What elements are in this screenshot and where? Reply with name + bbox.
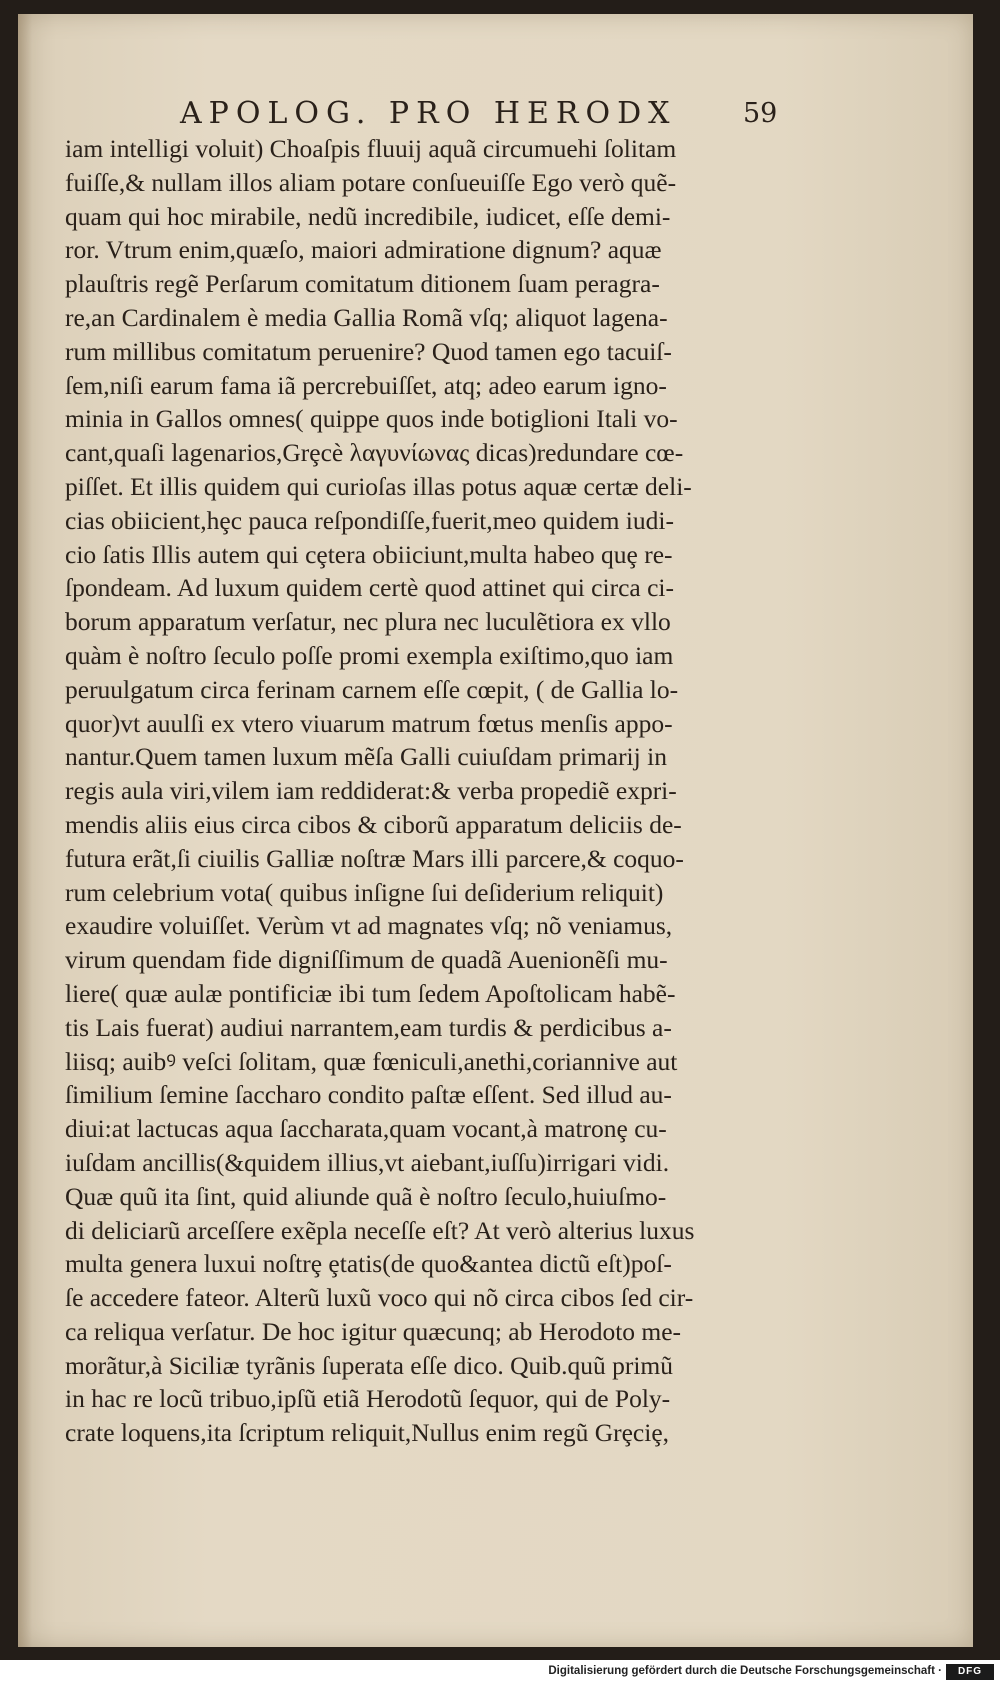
text-line: futura erãt,ſi ciuilis Galliæ noſtræ Mars illi parcere,& coquo- bbox=[65, 843, 684, 873]
text-line: cant,quaſi lagenarios,Grȩcè λαγυνίωνας dicas)redundare cœ- bbox=[65, 438, 684, 468]
text-line: Quæ quũ ita ſint, quid aliunde quã è noſtro ſeculo,huiuſmo- bbox=[65, 1181, 667, 1211]
text-line: ſimilium ſemine ſaccharo condito paſtæ eſſent. Sed illud au- bbox=[65, 1080, 672, 1110]
text-line: peruulgatum circa ferinam carnem eſſe cœpit, ( de Gallia lo- bbox=[65, 674, 679, 704]
text-line: virum quendam fide digniſſimum de quadã Auenionẽſi mu- bbox=[65, 945, 668, 975]
text-line: multa genera luxui noſtrȩ ȩtatis(de quo&antea dictũ eſt)poſ- bbox=[65, 1249, 672, 1279]
text-line: in hac re locũ tribuo,ipſũ etiã Herodotũ ſequor, qui de Poly- bbox=[65, 1384, 671, 1414]
text-line: cio ſatis Illis autem qui cȩtera obiiciunt,multa habeo quȩ re- bbox=[65, 539, 673, 569]
text-line: minia in Gallos omnes( quippe quos inde botiglioni Itali vo- bbox=[65, 404, 678, 434]
text-line: re,an Cardinalem è media Gallia Romã vſq; aliquot lagena- bbox=[65, 302, 668, 332]
text-line: ror. Vtrum enim,quæſo, maiori admiratione dignum? aquæ bbox=[65, 235, 662, 265]
text-line: mendis aliis eius circa cibos & ciborũ apparatum deliciis de- bbox=[65, 809, 682, 839]
text-line: ca reliqua verſatur. De hoc igitur quæcunq; ab Herodoto me- bbox=[65, 1316, 682, 1346]
text-line: di deliciarũ arceſſere exẽpla neceſſe eſt? At verò alterius luxus bbox=[65, 1215, 695, 1245]
text-line: piſſet. Et illis quidem qui curioſas illas potus aquæ certæ deli- bbox=[65, 471, 692, 501]
text-line: diui:at lactucas aqua ſaccharata,quam vocant,à matronȩ cu- bbox=[65, 1114, 667, 1144]
text-line: crate loquens,ita ſcriptum reliquit,Nullus enim regũ Grȩciȩ, bbox=[65, 1418, 670, 1448]
text-line: nantur.Quem tamen luxum mẽſa Galli cuiuſdam primarij in bbox=[65, 742, 667, 772]
text-line: ſpondeam. Ad luxum quidem certè quod attinet qui circa ci- bbox=[65, 573, 674, 603]
text-line: ſem,niſi earum fama iã percrebuiſſet, atq; adeo earum igno- bbox=[65, 370, 667, 400]
digitization-footer bbox=[0, 1660, 1000, 1684]
text-line: fuiſſe,& nullam illos aliam potare conſueuiſſe Ego verò quẽ- bbox=[65, 167, 677, 197]
text-line: liere( quæ aulæ pontificiæ ibi tum ſedem Apoſtolicam habẽ- bbox=[65, 978, 676, 1008]
book-page bbox=[18, 14, 973, 1647]
text-line: quor)vt auulſi ex vtero viuarum matrum fœtus menſis appo- bbox=[65, 708, 673, 738]
text-line: rum millibus comitatum peruenire? Quod tamen ego tacuiſ- bbox=[65, 336, 672, 366]
funding-credit: Digitalisierung gefördert durch die Deutsche Forschungsgemeinschaft · bbox=[548, 1665, 942, 1677]
text-line: regis aula viri,vilem iam reddiderat:& verba propediẽ expri- bbox=[65, 776, 677, 806]
text-line: quam qui hoc mirabile, nedũ incredibile, iudicet, eſſe demi- bbox=[65, 201, 671, 231]
text-line: exaudire voluiſſet. Verùm vt ad magnates vſq; nõ veniamus, bbox=[65, 911, 673, 941]
text-line: plauſtris regẽ Perſarum comitatum ditionem ſuam peragra- bbox=[65, 269, 660, 299]
text-line: tis Lais fuerat) audiui narrantem,eam turdis & perdicibus a- bbox=[65, 1012, 672, 1042]
dfg-logo: DFG bbox=[946, 1664, 994, 1680]
text-line: cias obiicient,hȩc pauca reſpondiſſe,fuerit,meo quidem iudi- bbox=[65, 505, 674, 535]
text-line: morãtur,à Siciliæ tyrãnis ſuperata eſſe dico. Quib.quũ primũ bbox=[65, 1350, 674, 1380]
text-line: borum apparatum verſatur, nec plura nec luculẽtiora ex vllo bbox=[65, 607, 671, 637]
running-head bbox=[138, 92, 838, 132]
text-line: iam intelligi voluit) Choaſpis fluuij aquã circumuehi ſolitam bbox=[65, 134, 677, 163]
text-line: ſe accedere fateor. Alterũ luxũ voco qui nõ circa cibos ſed cir- bbox=[65, 1283, 694, 1313]
body-text bbox=[65, 132, 790, 1450]
text-line: rum celebrium vota( quibus inſigne ſui deſiderium reliquit) bbox=[65, 877, 664, 907]
text-line: quàm è noſtro ſeculo poſſe promi exempla exiſtimo,quo iam bbox=[65, 640, 674, 670]
text-line: iuſdam ancillis(&quidem illius,vt aiebant,iuſſu)irrigari vidi. bbox=[65, 1147, 670, 1177]
page-number: 59 bbox=[743, 98, 778, 129]
text-line: liisq; auibꝰ veſci ſolitam, quæ fœniculi,anethi,coriannive aut bbox=[65, 1046, 678, 1076]
running-head-title: APOLOG. PRO HERODX bbox=[180, 96, 677, 131]
